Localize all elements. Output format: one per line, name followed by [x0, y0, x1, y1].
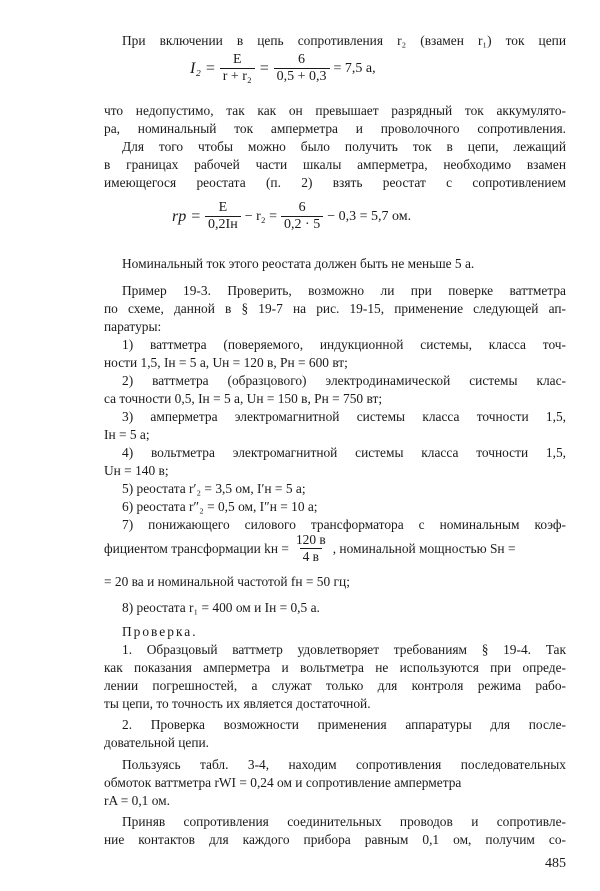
text-line: как показания амперметра и вольтметра не используются при опреде- — [104, 660, 566, 675]
text-fragment: , номинальной мощностью Sн = — [332, 540, 516, 556]
eq-lhs: I₂ = — [190, 59, 216, 77]
text-line: обмоток ваттметра rWI = 0,24 ом и сопротивление амперметра — [104, 775, 462, 790]
text-line: в границах рабочей части шкалы амперметра, необходимо взамен — [104, 157, 566, 172]
equals-sign: = — [258, 59, 270, 77]
fraction — [281, 200, 323, 233]
denominator: 4 в — [300, 548, 322, 565]
numerator: 6 — [298, 200, 306, 215]
eq-result: = 7,5 а, — [333, 60, 376, 76]
transformer-ratio-line — [104, 532, 516, 565]
text-line: При включении в цепь сопротивления r₂ (взамен r₁) ток цепи — [122, 33, 566, 48]
text-line: 2. Проверка возможности применения аппаратуры для после- — [122, 717, 566, 732]
list-item: 5) реостата r′₂ = 3,5 ом, I′н = 5 а; — [122, 481, 306, 496]
text-line: паратуры: — [104, 319, 162, 334]
numerator: 6 — [298, 52, 306, 67]
list-item: 6) реостата r″₂ = 0,5 ом, I″н = 10 а; — [122, 499, 318, 514]
text-line: ты цепи, то точность их является достаточной. — [104, 696, 371, 711]
eq-result: − 0,3 = 5,7 ом. — [327, 208, 412, 224]
eq-middle: − r₂ = — [244, 208, 278, 224]
text-line: са точности 0,5, Iн = 5 а, Uн = 150 в, Pн = 750 вт; — [104, 391, 383, 406]
fraction — [274, 52, 330, 85]
denominator: 0,2Iн — [205, 216, 241, 233]
fraction — [220, 52, 255, 85]
list-item: 2) ваттметра (образцового) электродинамической системы клас- — [122, 373, 566, 388]
example-heading: Пример 19-3. Проверить, возможно ли при поверке ваттметра — [122, 283, 566, 298]
list-item: 7) понижающего силового трансформатора с номинальным коэф- — [122, 517, 566, 532]
text-line: Uн = 140 в; — [104, 463, 169, 478]
list-item: 3) амперметра электромагнитной системы класса точности 1,5, — [122, 409, 566, 424]
list-item: 4) вольтметра электромагнитной системы класса точности 1,5, — [122, 445, 566, 460]
text-line: 1. Образцовый ваттметр удовлетворяет требованиям § 19-4. Так — [122, 642, 566, 657]
numerator: 120 в — [295, 532, 326, 547]
text-line: ности 1,5, Iн = 5 а, Uн = 120 в, Pн = 600 вт; — [104, 355, 348, 370]
denominator: 0,5 + 0,3 — [274, 68, 330, 85]
denominator: 0,2 · 5 — [281, 216, 323, 233]
equation-rheostat — [172, 200, 411, 233]
text-line: имеющегося реостата (п. 2) взять реостат с сопротивлением — [104, 175, 566, 190]
numerator: E — [218, 200, 228, 215]
equation-current — [190, 52, 376, 85]
text-line: Iн = 5 а; — [104, 427, 150, 442]
text-line: rA = 0,1 ом. — [104, 793, 170, 808]
page-number: 485 — [545, 856, 566, 871]
text-line: Приняв сопротивления соединительных проводов и сопротивле- — [122, 814, 566, 829]
text-line: Для того чтобы можно было получить ток в цепи, лежащий — [122, 139, 566, 154]
text-line: довательной цепи. — [104, 735, 209, 750]
section-heading: Проверка. — [122, 624, 198, 639]
text-fragment: фициентом трансформации kн = — [104, 540, 289, 556]
fraction — [293, 532, 329, 565]
eq-lhs: rр = — [172, 207, 202, 225]
numerator: E — [232, 52, 242, 67]
text-line: лении погрешностей, а служат только для контроля режима рабо- — [104, 678, 566, 693]
list-item: 1) ваттметра (поверяемого, индукционной системы, класса точ- — [122, 337, 566, 352]
denominator: r + r₂ — [220, 68, 255, 85]
text-line: Номинальный ток этого реостата должен быть не меньше 5 а. — [122, 256, 475, 271]
text-line: ние контактов для каждого прибора равным 0,1 ом, получим со- — [104, 832, 566, 847]
text-line: = 20 ва и номинальной частотой fн = 50 гц; — [104, 574, 350, 589]
text-line: ра, номинальный ток амперметра и проволочного сопротивления. — [104, 121, 566, 136]
text-line: Пользуясь табл. 3-4, находим сопротивления последовательных — [122, 757, 566, 772]
list-item: 8) реостата r₁ = 400 ом и Iн = 0,5 а. — [122, 600, 320, 615]
text-line: что недопустимо, так как он превышает разрядный ток аккумулято- — [104, 103, 566, 118]
text-line: по схеме, данной в § 19-7 на рис. 19-15, применение следующей ап- — [104, 301, 566, 316]
fraction — [205, 200, 241, 233]
